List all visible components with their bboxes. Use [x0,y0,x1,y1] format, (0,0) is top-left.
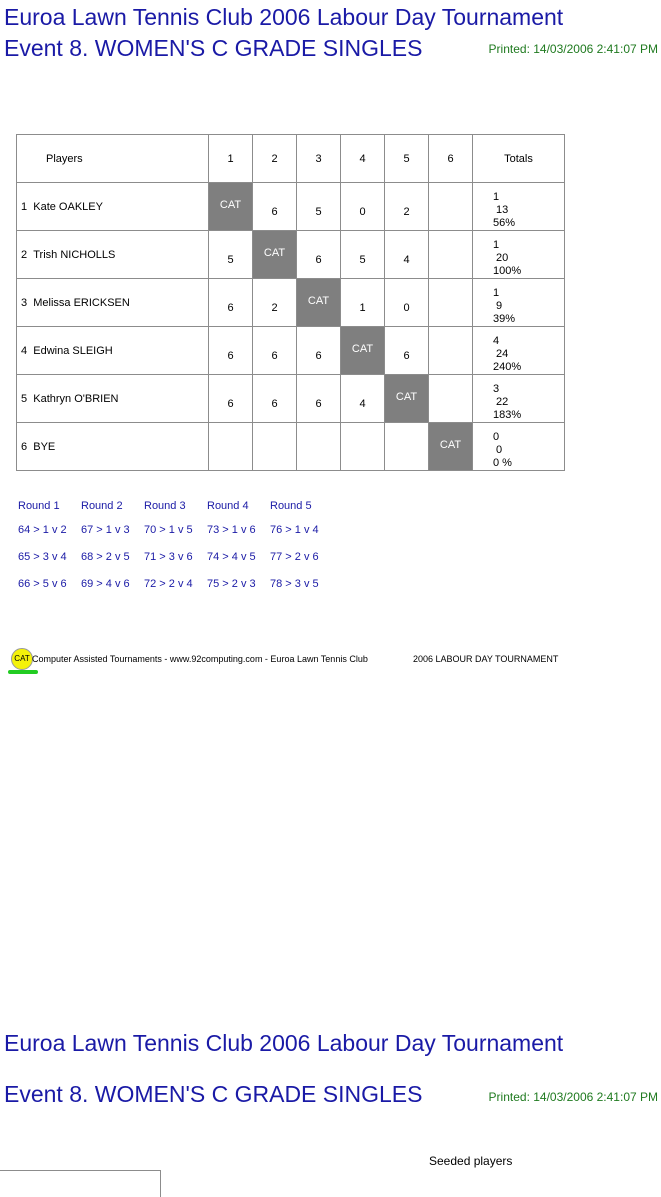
printed-timestamp: Printed: 14/03/2006 2:41:07 PM [488,42,658,56]
totals-value: 24 [496,348,509,360]
score-cell: 2 [253,279,297,327]
totals-cell [473,231,565,279]
footer-credit: Computer Assisted Tournaments - www.92computing.com - Euroa Lawn Tennis Club [32,654,368,664]
col-header: 3 [297,135,341,183]
match-entry: 70 > 1 v 5 [144,524,193,536]
score-cell [253,423,297,471]
match-entry: 78 > 3 v 5 [270,578,319,590]
score-cell: 6 [209,327,253,375]
col-header: 6 [429,135,473,183]
totals-cell [473,279,565,327]
player-name-cell [17,183,209,231]
grid-header-row [17,135,565,183]
score-cell: 6 [297,327,341,375]
match-entry: 72 > 2 v 4 [144,578,193,590]
seeded-table-edge [0,1170,161,1197]
totals-value: 56% [493,217,516,229]
player-number: 4 [21,344,28,357]
match-entry: 71 > 3 v 6 [144,551,193,563]
score-cell [297,423,341,471]
score-cell [385,423,429,471]
logo-underline [8,670,38,674]
score-cell [429,183,473,231]
score-cell: 5 [297,183,341,231]
seeded-players-heading: Seeded players [429,1154,513,1168]
player-number: 2 [21,248,28,261]
player-number: 3 [21,296,28,309]
totals-value: 20 [496,252,509,264]
score-cell [429,375,473,423]
score-cell [429,231,473,279]
match-entry: 76 > 1 v 4 [270,524,319,536]
col-header: 5 [385,135,429,183]
totals-cell [473,327,565,375]
page2-event-title: Event 8. WOMEN'S C GRADE SINGLES [4,1081,423,1107]
match-entry: 73 > 1 v 6 [207,524,256,536]
player-number: 5 [21,392,28,405]
player-name-cell [17,231,209,279]
match-entry: 64 > 1 v 2 [18,524,67,536]
player-name-cell [17,279,209,327]
match-entry: 77 > 2 v 6 [270,551,319,563]
player-name-cell [17,327,209,375]
cat-cell: CAT [341,327,385,375]
match-entry: 74 > 4 v 5 [207,551,256,563]
table-row [17,375,565,423]
score-cell: 4 [385,231,429,279]
score-cell: 6 [253,327,297,375]
match-entry: 66 > 5 v 6 [18,578,67,590]
event-title: Event 8. WOMEN'S C GRADE SINGLES [4,35,423,61]
col-header: 2 [253,135,297,183]
col-header: 4 [341,135,385,183]
page2-printed-timestamp: Printed: 14/03/2006 2:41:07 PM [488,1090,658,1104]
score-cell [429,327,473,375]
player-name-cell [17,375,209,423]
match-entry: 67 > 1 v 3 [81,524,130,536]
match-entry: 65 > 3 v 4 [18,551,67,563]
player-name: Melissa ERICKSEN [33,296,130,309]
totals-value: 22 [496,396,509,408]
table-row [17,279,565,327]
tournament-title: Euroa Lawn Tennis Club 2006 Labour Day Tournament [4,4,564,30]
round-label: Round 5 [270,500,312,512]
score-cell: 6 [385,327,429,375]
player-name-cell [17,423,209,471]
page2-tournament-title: Euroa Lawn Tennis Club 2006 Labour Day Tournament [4,1030,564,1056]
player-name: Kathryn O'BRIEN [33,392,119,405]
score-cell: 6 [297,375,341,423]
round-robin-grid [16,134,565,471]
totals-value: 13 [496,204,509,216]
score-cell: 1 [341,279,385,327]
totals-cell [473,183,565,231]
totals-value: 240% [493,361,522,373]
totals-value: 3 [493,383,500,395]
totals-value: 4 [493,335,500,347]
cat-cell: CAT [209,183,253,231]
score-cell [429,279,473,327]
footer-tournament: 2006 LABOUR DAY TOURNAMENT [413,654,559,664]
cat-cell: CAT [253,231,297,279]
round-label: Round 1 [18,500,60,512]
match-entry: 69 > 4 v 6 [81,578,130,590]
score-cell [341,423,385,471]
score-cell: 6 [209,279,253,327]
score-cell: 0 [385,279,429,327]
player-number: 1 [21,200,28,213]
footer [8,645,608,675]
player-name: Edwina SLEIGH [33,344,113,357]
totals-value: 1 [493,287,500,299]
col-header: 1 [209,135,253,183]
round-label: Round 4 [207,500,249,512]
score-cell: 6 [253,183,297,231]
match-entry: 75 > 2 v 3 [207,578,256,590]
score-cell: 6 [297,231,341,279]
totals-value: 1 [493,239,500,251]
tennis-ball-logo-icon: CAT [11,648,33,670]
totals-cell [473,423,565,471]
totals-header: Totals [473,135,565,183]
player-name: Kate OAKLEY [33,200,103,213]
totals-value: 100% [493,265,522,277]
player-name: Trish NICHOLLS [33,248,116,261]
totals-value: 0 [493,431,500,443]
table-row [17,183,565,231]
table-row [17,327,565,375]
table-row [17,231,565,279]
totals-value: 183% [493,409,522,421]
score-cell: 5 [209,231,253,279]
score-cell: 0 [341,183,385,231]
totals-value: 0 % [493,457,512,469]
cat-cell: CAT [429,423,473,471]
table-row [17,423,565,471]
score-cell: 6 [253,375,297,423]
cat-cell: CAT [385,375,429,423]
totals-value: 39% [493,313,516,325]
cat-cell: CAT [297,279,341,327]
totals-value: 0 [496,444,503,456]
score-cell: 2 [385,183,429,231]
round-label: Round 2 [81,500,123,512]
totals-value: 1 [493,191,500,203]
round-label: Round 3 [144,500,186,512]
players-header: Players [17,135,209,183]
score-cell [209,423,253,471]
totals-value: 9 [496,300,503,312]
totals-cell [473,375,565,423]
score-cell: 5 [341,231,385,279]
player-number: 6 [21,440,28,453]
score-cell: 4 [341,375,385,423]
score-cell: 6 [209,375,253,423]
player-name: BYE [33,440,56,453]
match-entry: 68 > 2 v 5 [81,551,130,563]
